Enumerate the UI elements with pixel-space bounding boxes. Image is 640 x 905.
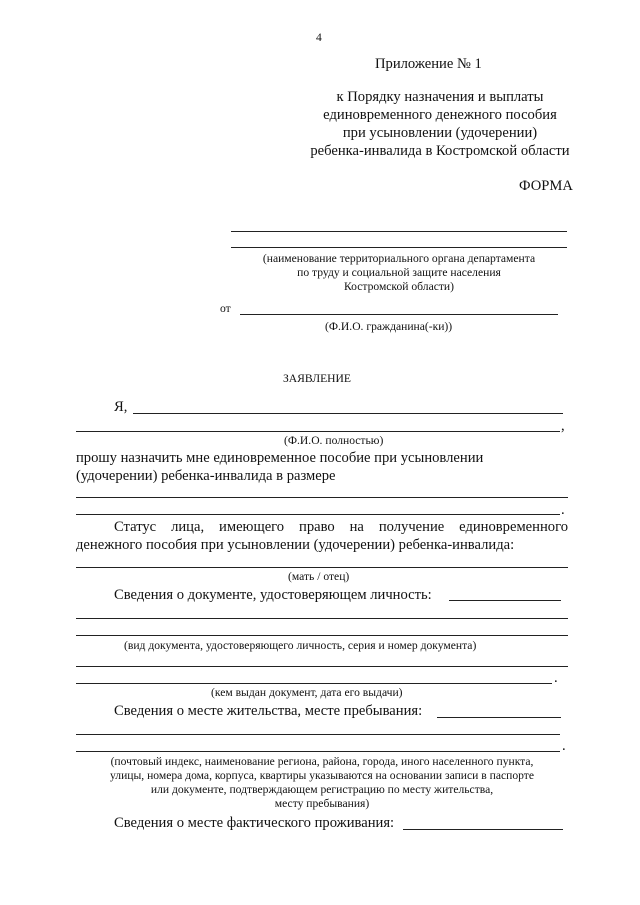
status-line-2: денежного пособия при усыновлении (удочерении) ребенка-инвалида: (76, 537, 515, 553)
from-caption: (Ф.И.О. гражданина(-ки)) (325, 320, 453, 333)
fio-caption: (Ф.И.О. полностью) (284, 434, 384, 447)
ya-label: Я, (114, 399, 128, 415)
header-line-1: к Порядку назначения и выплаты (336, 89, 544, 105)
fio-comma: , (561, 418, 565, 434)
residence-field-line-inline[interactable] (437, 717, 561, 718)
residence-caption-2: улицы, номера дома, корпуса, квартиры указываются на основании записи в паспорте (110, 769, 534, 782)
fio-field-line-1[interactable] (133, 413, 563, 414)
residence-label: Сведения о месте жительства, месте пребывания: (114, 703, 423, 719)
doc-caption: (вид документа, удостоверяющего личность, серия и номер документа) (124, 639, 477, 652)
statement-title: ЗАЯВЛЕНИЕ (283, 372, 351, 385)
doc-field-line-inline[interactable] (449, 600, 561, 601)
recipient-field-line-2[interactable] (231, 247, 567, 248)
doc-field-line-2[interactable] (76, 635, 568, 636)
status-caption: (мать / отец) (288, 570, 350, 583)
recipient-caption-3: Костромской области) (343, 280, 454, 293)
recipient-caption-1: (наименование территориального органа департамента (262, 252, 536, 265)
amount-field-line-1[interactable] (76, 497, 568, 498)
fio-field-line-2[interactable] (76, 431, 560, 432)
page-number: 4 (316, 31, 322, 44)
issued-field-line-2[interactable] (76, 683, 552, 684)
actual-residence-label: Сведения о месте фактического проживания: (114, 815, 395, 831)
request-line-2: (удочерении) ребенка-инвалида в размере (76, 468, 336, 484)
doc-label: Сведения о документе, удостоверяющем личность: (114, 587, 432, 603)
residence-field-line-1[interactable] (76, 734, 560, 735)
residence-field-line-2[interactable] (76, 751, 560, 752)
issued-caption: (кем выдан документ, дата его выдачи) (211, 686, 403, 699)
recipient-caption-2: по труду и социальной защите населения (297, 266, 501, 279)
recipient-field-line-1[interactable] (231, 231, 567, 232)
residence-caption-1: (почтовый индекс, наименование региона, района, города, иного населенного пункта, (110, 755, 534, 768)
header-line-2: единовременного денежного пособия (323, 107, 557, 123)
residence-caption-3: или документе, подтверждающем регистрацию по месту жительства, (150, 783, 494, 796)
status-line-1: Статус лица, имеющего право на получение единовременного (114, 519, 568, 535)
doc-field-line-1[interactable] (76, 618, 568, 619)
header-line-4: ребенка-инвалида в Костромской области (310, 143, 570, 159)
request-line-1: прошу назначить мне единовременное пособие при усыновлении (76, 450, 484, 466)
status-field-line[interactable] (76, 567, 568, 568)
form-label: ФОРМА (519, 178, 573, 194)
amount-period: . (561, 502, 565, 518)
header-line-3: при усыновлении (удочерении) (342, 125, 538, 141)
from-label: от (220, 302, 231, 315)
from-field-line[interactable] (240, 314, 558, 315)
issued-field-line-1[interactable] (76, 666, 568, 667)
appendix-title: Приложение № 1 (375, 56, 482, 72)
residence-period: . (562, 738, 566, 754)
issued-period: . (554, 670, 558, 686)
amount-field-line-2[interactable] (76, 514, 560, 515)
actual-residence-field-line[interactable] (403, 829, 563, 830)
residence-caption-4: месту пребывания) (274, 797, 370, 810)
